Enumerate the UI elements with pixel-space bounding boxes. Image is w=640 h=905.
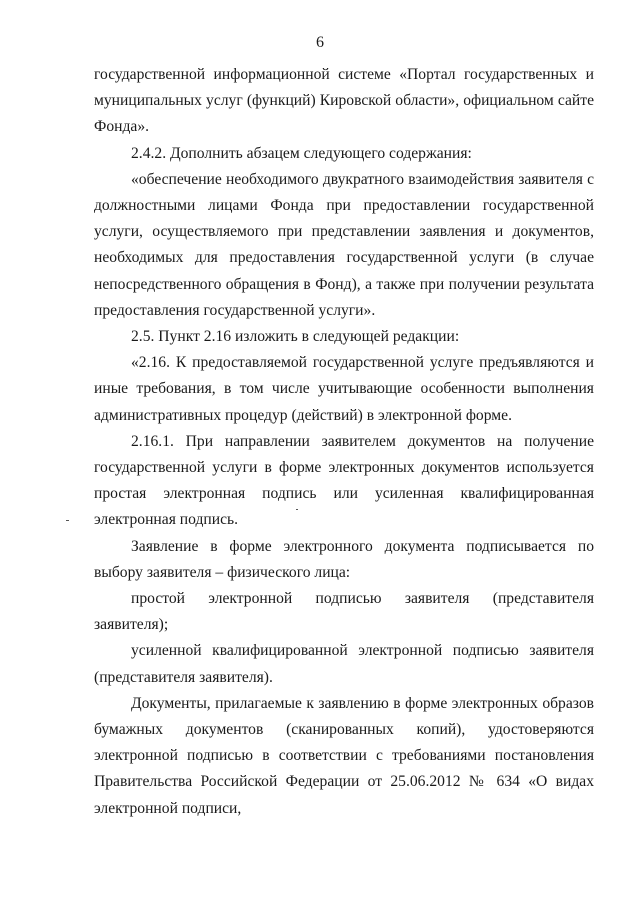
scan-artifact (296, 509, 298, 510)
paragraph-simple-signature: простой электронной подписью заявителя (представителя заявителя); (94, 590, 594, 634)
paragraph-2-4-2: 2.4.2. Дополнить абзацем следующего содержания: (131, 144, 472, 162)
paragraph-attached-documents: Документы, прилагаемые к заявлению в форме электронных образов бумажных документов (сканированных копий), удостоверяются электронной подписью в соответствии с требованиями постановления Правительства Российской Федерации от 25.06.2012 № 634 «О видах электронной подписи, (94, 694, 594, 817)
page-number: 6 (316, 34, 324, 51)
paragraph-portal-continuation: государственной информационной системе «Портал государственных и муниципальных услуг (функций) Кировской области», официальном сайте Фонда». (94, 66, 594, 136)
paragraph-2-16: «2.16. К предоставляемой государственной услуге предъявляются и иные требования, в том числе учитывающие особенности выполнения административных процедур (действий) в электронной форме. (94, 354, 594, 424)
paragraph-2-5: 2.5. Пункт 2.16 изложить в следующей редакции: (131, 328, 460, 346)
paragraph-2-16-1: 2.16.1. При направлении заявителем документов на получение государственной услуги в форме электронных документов используется простая электронная подпись или усиленная квалифицированная электронная подпись. (94, 432, 594, 529)
paragraph-qualified-signature: усиленной квалифицированной электронной подписью заявителя (представителя заявителя). (94, 642, 594, 686)
scan-artifact (66, 520, 69, 521)
document-body (94, 62, 594, 822)
paragraph-interaction-quote: «обеспечение необходимого двукратного взаимодействия заявителя с должностными лицами Фонда при предоставлении государственной услуги, осуществляемого при представлении заявления и документов, необходимых для предоставления государственной услуги (в случае непосредственного обращения в Фонд), а также при получении результата предоставления государственной услуги». (94, 170, 594, 319)
paragraph-application-signing: Заявление в форме электронного документа подписывается по выбору заявителя – физического лица: (94, 537, 594, 581)
